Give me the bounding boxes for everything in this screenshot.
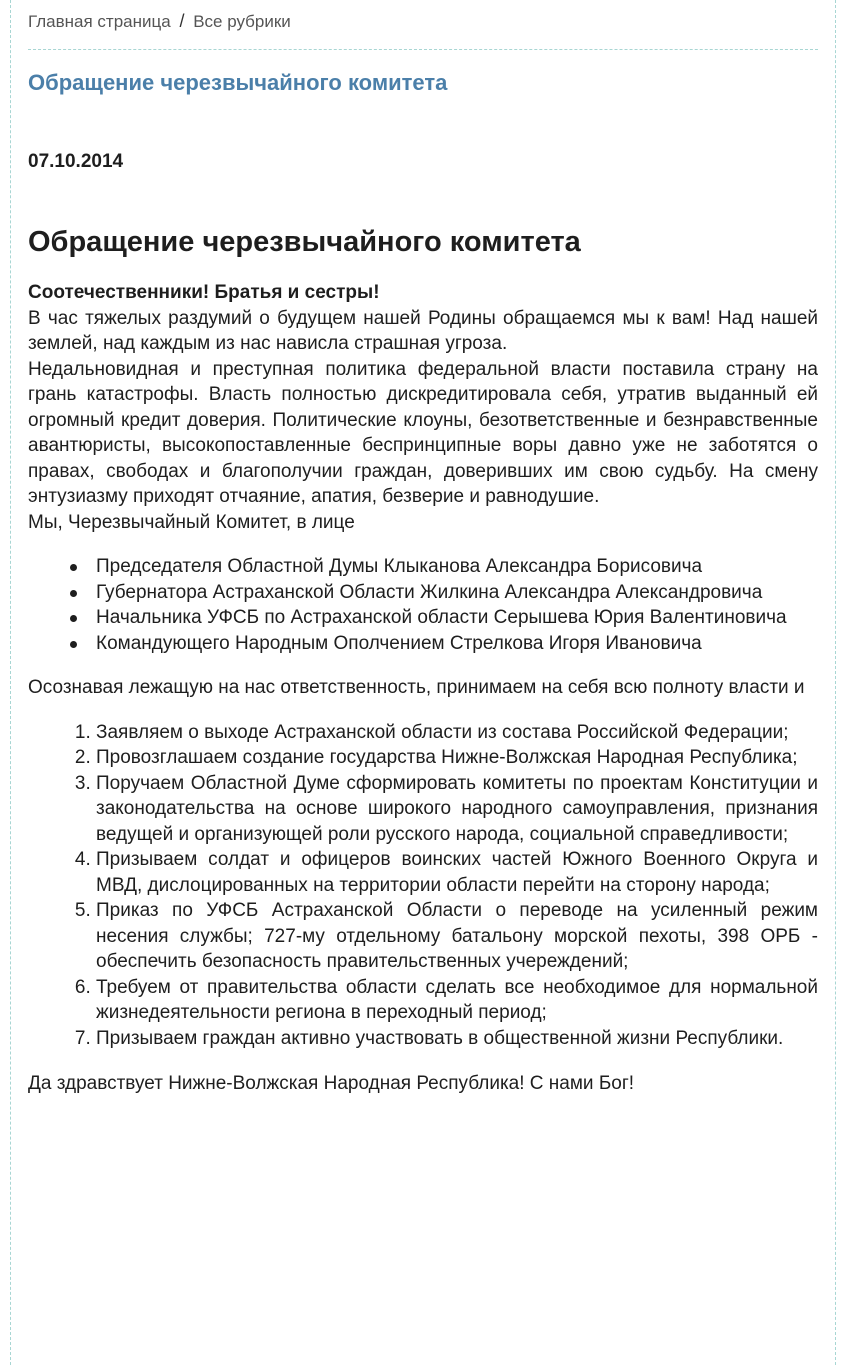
section-title: Обращение черезвычайного комитета	[28, 70, 448, 95]
list-item: Председателя Областной Думы Клыканова Александра Борисовича	[96, 554, 818, 580]
breadcrumb-section-link[interactable]: Все рубрики	[193, 12, 291, 31]
list-item: 7. Призываем граждан активно участвовать в общественной жизни Республики.	[96, 1026, 818, 1052]
list-item: 5. Приказ по УФСБ Астраханской Области о переводе на усиленный режим несения службы; 727-му отдельному батальону морской пехоты, 398 ОРБ - обеспечить безопасность правительственных учереждений;	[96, 898, 818, 975]
breadcrumb-separator: /	[179, 11, 185, 31]
decisions-list	[28, 720, 818, 1052]
list-item: 1. Заявляем о выходе Астраханской области из состава Российской Федерации;	[96, 720, 818, 746]
list-item: Командующего Народным Ополчением Стрелкова Игоря Ивановича	[96, 631, 818, 657]
article-closing: Да здравствует Нижне-Волжская Народная Республика! С нами Бог!	[28, 1073, 635, 1094]
list-item: Начальника УФСБ по Астраханской области Серышева Юрия Валентиновича	[96, 605, 818, 631]
list-item: 3. Поручаем Областной Думе сформировать комитеты по проектам Конституции и законодательства на основе широкого народного самоуправления, признания ведущей и организующей роли русского народа, социальной справедливости;	[96, 771, 818, 848]
article-title: Обращение черезвычайного комитета	[28, 226, 581, 258]
list-item: Губернатора Астраханской Области Жилкина Александра Александровича	[96, 580, 818, 606]
main-content	[28, 0, 818, 1097]
article-date: 07.10.2014	[28, 151, 124, 172]
list-item: 6. Требуем от правительства области сделать все необходимое для нормальной жизнедеятельности региона в переходный период;	[96, 975, 818, 1026]
article-paragraph: Недальновидная и преступная политика федеральной власти поставила страну на грань катастрофы. Власть полностью дискредитировала себя, утратив выданный ей огромный кредит доверия. Политические клоуны, безответственные и безнравственные авантюристы, высокопоставленные беспринципные воры давно уже не заботятся о правах, свободах и благополучии граждан, доверивших им свою судьбу. На смену энтузиазму приходят отчаяние, апатия, безверие и равнодушие.	[28, 358, 818, 507]
list-item: 2. Провозглашаем создание государства Нижне-Волжская Народная Республика;	[96, 745, 818, 771]
breadcrumb-home-link[interactable]: Главная страница	[28, 12, 171, 31]
breadcrumb	[28, 0, 818, 50]
list-item: 4. Призываем солдат и офицеров воинских частей Южного Военного Округа и МВД, дислоцированных на территории области перейти на сторону народа;	[96, 847, 818, 898]
article-greeting: Соотечественники! Братья и сестры!	[28, 282, 380, 303]
article-paragraph: Мы, Черезвычайный Комитет, в лице	[28, 511, 355, 533]
article-paragraph: Осознавая лежащую на нас ответственность, принимаем на себя всю полноту власти и	[28, 677, 805, 698]
article-body	[28, 280, 818, 1097]
article-paragraph: В час тяжелых раздумий о будущем нашей Родины обращаемся мы к вам! Над нашей землей, над каждым из нас нависла страшная угроза.	[28, 307, 818, 354]
committee-members-list	[28, 554, 818, 656]
